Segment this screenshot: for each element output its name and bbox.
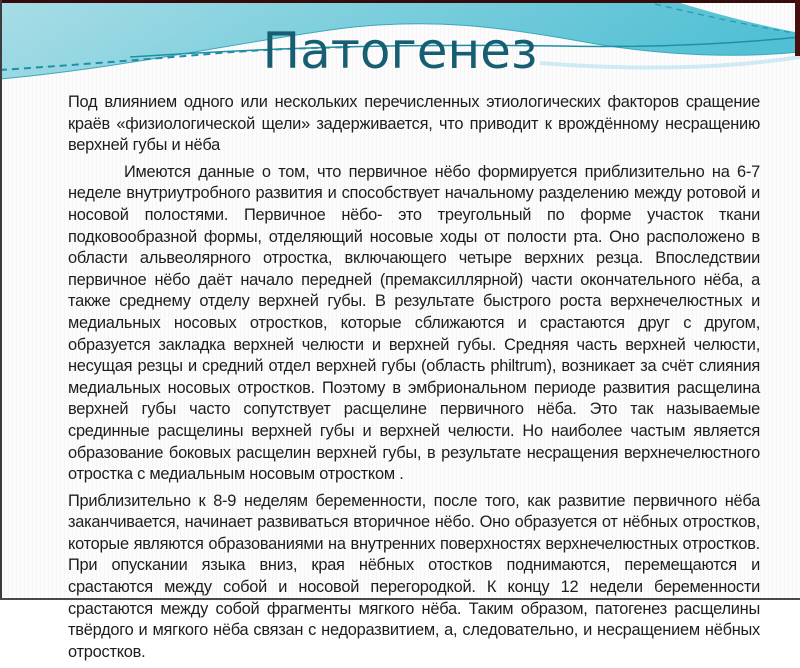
slide-title: Патогенез <box>262 22 538 80</box>
top-border <box>0 0 800 3</box>
body-paragraph-2: Имеются данные о том, что первичное нёбо формируется приблизительно на 6-7 неделе внутриутробного развития и способствует начальному разделению между ротовой и носовой полостями. Первичное нёбо- это треугольный по форме участок ткани подковообразной формы, отделяющий носовые ходы от полости рта. Оно расположено в области альвеолярного отростка, включающего четыре верхних резца. Впоследствии первичное нёбо даёт начало передней (премаксиллярной) части окончательного нёба, а также среднему отделу верхней губы. В результате быстрого роста верхнечелюстных и медиальных носовых отростков, которые сближаются и срастаются друг с другом, образуется закладка верхней челюсти и верхней губы. Средняя часть верхней челюсти, несущая резцы и средний отдел верхней губы (область philtrum), возникает за счёт слияния медиальных носовых отростков. Поэтому в эмбриональном периоде развития расщелина верхней губы часто сопутствует расщелине первичного нёба. Это так называемые срединные расщелины верхней губы и верхней челюсти. Но наиболее частым является образование боковых расщелин верхней губы, в результате несращения верхнечелюстного отростка с медиальным носовым отростком . <box>68 162 760 484</box>
left-border <box>0 0 2 600</box>
body-paragraph-3: Приблизительно к 8-9 неделям беременности, после того, как развитие первичного нёба заканчивается, начинает развиваться вторичное нёбо. Оно образуется от нёбных отростков, которые являются образованиями на внутренних поверхностях верхнечелюстных отростков. При опускании языка вниз, края нёбных отостков поднимаются, перемещаются и срастаются между собой и носовой перегородкой. К концу 12 недели беременности срастаются между собой фрагменты мягкого нёба. Таким образом, патогенез расщелины твёрдого и мягкого нёба связан с недоразвитием, а, следовательно, и несращением нёбных отростков. <box>68 491 760 661</box>
slide-body <box>68 92 760 668</box>
right-border-strip <box>795 0 800 56</box>
body-paragraph-1: Под влиянием одного или нескольких перечисленных этиологических факторов сращение краёв «физиологической щели» задерживается, что приводит к врождённому несращению верхней губы и нёба <box>68 93 760 155</box>
